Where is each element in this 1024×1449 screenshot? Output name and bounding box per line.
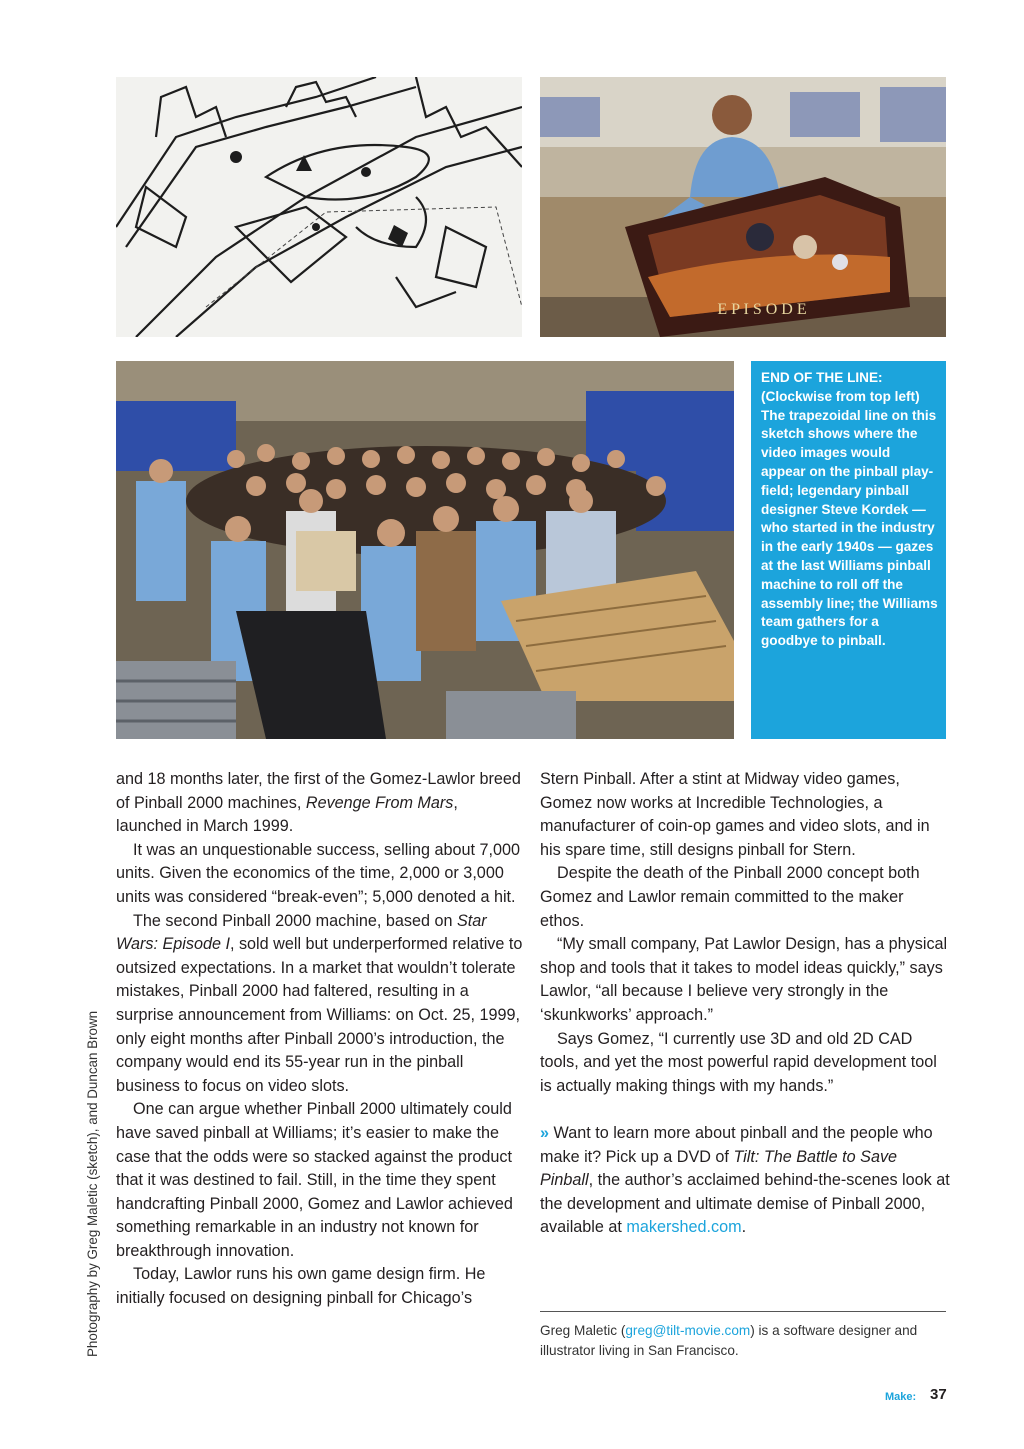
left-paragraph-2: It was an unquestionable success, selling about 7,000 units. Given the economics of the time, 2,000 or 3,000 units was considered “break-even”; 5,000 denoted a hit. (116, 840, 520, 906)
team-scene (116, 361, 734, 739)
text-run: , launched in March 1999. (116, 793, 458, 836)
text-run: . (741, 1218, 747, 1237)
right-paragraph-1: Stern Pinball. After a stint at Midway video games, Gomez now works at Incredible Technologies, a manufacturer of coin-op games and video slots, and in his spare time, still designs pinball for Stern. (540, 770, 930, 859)
chevron-icon: » (540, 1123, 550, 1142)
kordek-photo (540, 77, 946, 337)
text-run: ) is a software designer and illustrator living in San Francisco. (540, 1323, 918, 1358)
article-left-column (116, 768, 526, 1311)
author-bio (540, 1321, 950, 1361)
machine-title: Revenge From Mars (305, 793, 454, 812)
kordek-scene (540, 77, 946, 337)
right-paragraph-2: Despite the death of the Pinball 2000 concept both Gomez and Lawlor remain committed to the maker ethos. (540, 864, 920, 930)
author-divider (540, 1311, 946, 1312)
page-number: 37 (930, 1386, 947, 1403)
text-run: , the author’s acclaimed behind-the-scenes look at the development and ultimate demise of Pinball 2000, available at (540, 1171, 950, 1237)
left-paragraph-5: Today, Lawlor runs his own game design firm. He initially focused on designing pinball for Chicago’s (116, 1265, 486, 1308)
paragraph-gap (540, 1098, 950, 1122)
machine-title: Star Wars: Episode I (116, 911, 487, 954)
dvd-promo (540, 1122, 950, 1240)
photo-caption (751, 361, 946, 739)
caption-body: (Clockwise from top left) The trapezoidal line on this sketch shows where the video images would appear on the pinball play-field; legendary pinball designer Steve Kordek — who started in the industry in the early 1940s — gazes at the last Williams pinball machine to roll off the assembly line; the Williams team gathers for a goodbye to pinball. (761, 388, 938, 649)
photo-credit: Photography by Greg Maletic (sketch), and Duncan Brown (85, 1010, 100, 1357)
left-paragraph-1 (116, 768, 526, 839)
text-run: and 18 months later, the first of the Gomez-Lawlor breed of Pinball 2000 machines, (116, 770, 521, 812)
left-paragraph-4: One can argue whether Pinball 2000 ultimately could have saved pinball at Williams; it’s easier to make the case that the odds were so stacked against the product that it was destined to fail. Still, in the time they spent handcrafting Pinball 2000, Gomez and Lawlor achieved something remarkable in an industry not known for breakthrough innovation. (116, 1100, 513, 1260)
text-run: The second Pinball 2000 machine, based on (133, 911, 457, 930)
sketch-photo (116, 77, 522, 337)
sketch-illustration (116, 77, 522, 337)
text-run: Want to learn more about pinball and the people who make it? Pick up a DVD of (540, 1123, 933, 1166)
makershed-link[interactable]: makershed.com (626, 1218, 742, 1237)
left-paragraph-3 (116, 910, 526, 1099)
article-right-column (540, 768, 950, 1240)
author-email-link[interactable]: greg@tilt-movie.com (625, 1323, 751, 1338)
caption-lead: END OF THE LINE: (761, 370, 883, 385)
text-run: Greg Maletic ( (540, 1323, 626, 1338)
right-paragraph-3: “My small company, Pat Lawlor Design, has a physical shop and tools that it takes to model ideas quickly,” says Lawlor, “all because I believe very strongly in the ‘skunkworks’ approach.” (540, 935, 948, 1024)
text-run: , sold well but underperformed relative to outsized expectations. In a market that wouldn’t tolerate mistakes, Pinball 2000 had faltered, resulting in a surprise announcement from Williams: on Oct. 25, 1999, only eight months after Pinball 2000’s introduction, the company would end its 55-year run in the pinball business to focus on video slots. (116, 935, 523, 1095)
footer-brand: Make: (885, 1391, 917, 1403)
team-photo (116, 361, 734, 739)
right-paragraph-4: Says Gomez, “I currently use 3D and old 2D CAD tools, and yet the most powerful rapid development tool is actually making things with my hands.” (540, 1029, 937, 1095)
backglass-text: E P I S O D E (717, 301, 807, 318)
dvd-title: Tilt: The Battle to Save Pinball (540, 1147, 898, 1190)
